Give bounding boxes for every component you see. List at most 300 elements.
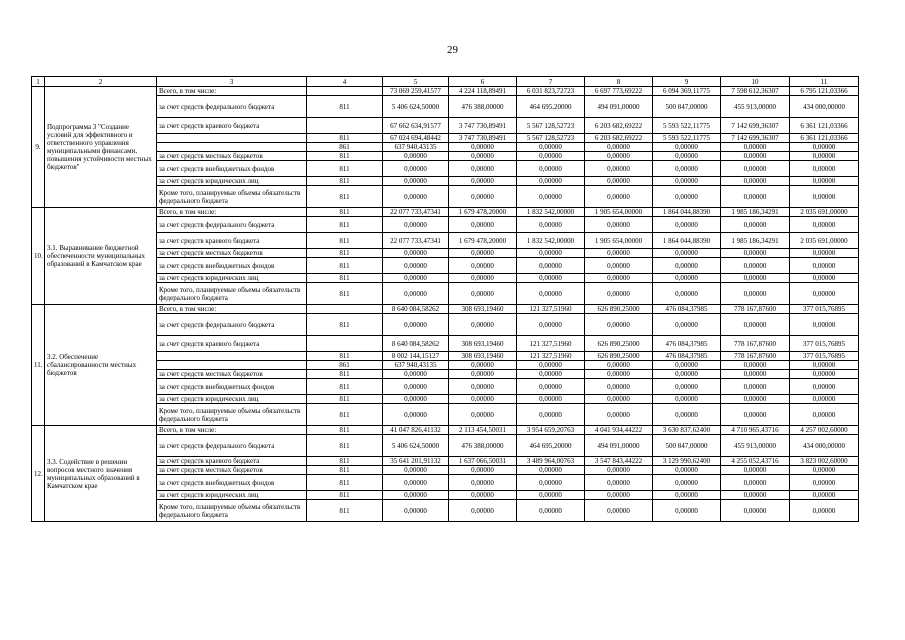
amount-cell: 6 697 773,69222 [585,87,653,96]
amount-cell: 0,00000 [721,249,790,258]
amount-cell: 6 361 121,03366 [790,134,859,143]
funding-source: Всего, в том числе: [157,305,307,314]
amount-cell: 7 598 612,36307 [721,87,790,96]
amount-cell: 0,00000 [517,152,585,161]
amount-cell: 0,00000 [721,186,790,208]
amount-cell: 2 035 691,00000 [790,208,859,217]
column-number: 11 [790,77,859,87]
table-row [32,404,859,426]
budget-code: 811 [307,258,383,274]
funding-source: Кроме того, планируемые объемы обязательств федерального бюджета [157,404,307,426]
amount-cell: 22 077 733,47341 [383,233,449,249]
amount-cell: 0,00000 [449,258,517,274]
budget-code: 811 [307,274,383,283]
budget-code: 811 [307,475,383,491]
budget-code: 861 [307,361,383,370]
amount-cell: 0,00000 [585,370,653,379]
amount-cell: 476 084,37985 [653,305,721,314]
table-row [32,314,859,336]
funding-source: за счет средств внебюджетных фондов [157,258,307,274]
amount-cell: 41 047 826,41132 [383,426,449,435]
amount-cell: 0,00000 [517,314,585,336]
amount-cell: 0,00000 [383,274,449,283]
budget-code: 811 [307,435,383,457]
amount-cell: 0,00000 [653,475,721,491]
amount-cell: 1 905 654,00000 [585,208,653,217]
amount-cell: 0,00000 [721,152,790,161]
amount-cell: 0,00000 [653,404,721,426]
column-number: 3 [157,77,307,87]
amount-cell: 0,00000 [790,475,859,491]
amount-cell: 0,00000 [585,161,653,177]
budget-code [307,336,383,352]
amount-cell: 0,00000 [517,466,585,475]
row-number: 9. [32,87,45,208]
funding-source: за счет средств местных бюджетов [157,370,307,379]
budget-code: 811 [307,457,383,466]
amount-cell: 0,00000 [585,283,653,305]
amount-cell: 4 224 118,89491 [449,87,517,96]
budget-code: 811 [307,96,383,118]
amount-cell: 6 361 121,03366 [790,118,859,134]
amount-cell: 0,00000 [790,283,859,305]
amount-cell: 637 940,43135 [383,361,449,370]
funding-source: за счет средств федерального бюджета [157,435,307,457]
amount-cell: 1 637 066,50031 [449,457,517,466]
budget-code: 811 [307,186,383,208]
amount-cell: 0,00000 [653,370,721,379]
amount-cell: 494 091,00000 [585,96,653,118]
amount-cell: 0,00000 [721,404,790,426]
amount-cell: 0,00000 [790,466,859,475]
funding-source [157,143,307,152]
amount-cell: 1 832 542,00000 [517,208,585,217]
amount-cell: 1 679 478,20000 [449,208,517,217]
amount-cell: 0,00000 [449,475,517,491]
amount-cell: 0,00000 [585,274,653,283]
amount-cell: 476 388,00000 [449,435,517,457]
amount-cell: 500 847,00000 [653,435,721,457]
amount-cell: 8 640 084,58262 [383,305,449,314]
amount-cell: 0,00000 [383,258,449,274]
amount-cell: 0,00000 [517,249,585,258]
table-row [32,395,859,404]
amount-cell: 121 327,51960 [517,336,585,352]
amount-cell: 5 406 624,50000 [383,435,449,457]
amount-cell: 0,00000 [517,143,585,152]
table-row [32,500,859,522]
amount-cell: 6 203 682,69222 [585,118,653,134]
amount-cell: 455 913,00000 [721,96,790,118]
program-name: Подпрограмма 3 "Создание условий для эффективного и ответственного управления муниципальными финансами, повышения устойчивости местных бюджетов" [45,87,157,208]
amount-cell: 1 679 478,20000 [449,233,517,249]
amount-cell: 0,00000 [790,370,859,379]
table-row [32,336,859,352]
amount-cell: 0,00000 [517,186,585,208]
table-row [32,435,859,457]
amount-cell: 1 864 044,88390 [653,208,721,217]
amount-cell: 0,00000 [585,404,653,426]
amount-cell: 1 832 542,00000 [517,233,585,249]
amount-cell: 626 890,25000 [585,352,653,361]
amount-cell: 121 327,51960 [517,352,585,361]
amount-cell: 0,00000 [653,258,721,274]
amount-cell: 1 864 044,88390 [653,233,721,249]
amount-cell: 3 489 964,00763 [517,457,585,466]
amount-cell: 0,00000 [383,161,449,177]
table-row [32,152,859,161]
amount-cell: 0,00000 [449,361,517,370]
amount-cell: 476 388,00000 [449,96,517,118]
amount-cell: 626 890,25000 [585,336,653,352]
amount-cell: 0,00000 [517,361,585,370]
column-number: 4 [307,77,383,87]
amount-cell: 637 940,43135 [383,143,449,152]
amount-cell: 0,00000 [585,152,653,161]
amount-cell: 0,00000 [790,404,859,426]
amount-cell: 67 662 634,91577 [383,118,449,134]
amount-cell: 6 795 121,03366 [790,87,859,96]
amount-cell: 0,00000 [721,283,790,305]
amount-cell: 67 024 694,48442 [383,134,449,143]
budget-code: 811 [307,314,383,336]
amount-cell: 0,00000 [653,361,721,370]
table-row [32,379,859,395]
amount-cell: 121 327,51960 [517,305,585,314]
budget-code: 811 [307,217,383,233]
table-row [32,475,859,491]
funding-source: Кроме того, планируемые объемы обязательств федерального бюджета [157,186,307,208]
amount-cell: 0,00000 [721,177,790,186]
amount-cell: 0,00000 [517,283,585,305]
table-row [32,352,859,361]
amount-cell: 0,00000 [721,379,790,395]
amount-cell: 0,00000 [653,249,721,258]
amount-cell: 35 641 201,91132 [383,457,449,466]
budget-code: 811 [307,395,383,404]
amount-cell: 0,00000 [653,491,721,500]
amount-cell: 6 203 682,69222 [585,134,653,143]
amount-cell: 0,00000 [517,379,585,395]
budget-code [307,118,383,134]
amount-cell: 0,00000 [790,249,859,258]
amount-cell: 3 954 659,20763 [517,426,585,435]
amount-cell: 0,00000 [653,395,721,404]
budget-code: 811 [307,491,383,500]
table-row [32,466,859,475]
amount-cell: 308 693,19460 [449,336,517,352]
amount-cell: 0,00000 [449,314,517,336]
amount-cell: 0,00000 [790,314,859,336]
column-number: 1 [32,77,45,87]
row-number: 11. [32,305,45,426]
budget-table [31,76,859,522]
amount-cell: 5 567 128,52723 [517,134,585,143]
amount-cell: 0,00000 [383,466,449,475]
amount-cell: 1 985 186,34291 [721,208,790,217]
amount-cell: 0,00000 [383,314,449,336]
amount-cell: 377 015,76895 [790,352,859,361]
amount-cell: 778 167,87600 [721,336,790,352]
amount-cell: 0,00000 [585,249,653,258]
table-row [32,217,859,233]
amount-cell: 0,00000 [790,177,859,186]
column-number: 5 [383,77,449,87]
amount-cell: 0,00000 [449,466,517,475]
amount-cell: 0,00000 [449,143,517,152]
amount-cell: 0,00000 [383,379,449,395]
amount-cell: 3 547 843,44222 [585,457,653,466]
amount-cell: 0,00000 [383,249,449,258]
amount-cell: 778 167,87600 [721,352,790,361]
amount-cell: 0,00000 [517,370,585,379]
table-row [32,233,859,249]
amount-cell: 5 593 522,11775 [653,134,721,143]
amount-cell: 0,00000 [653,466,721,475]
amount-cell: 0,00000 [517,274,585,283]
funding-source [157,134,307,143]
funding-source: за счет средств юридических лиц [157,491,307,500]
funding-source: за счет средств краевого бюджета [157,233,307,249]
amount-cell: 476 084,37985 [653,336,721,352]
funding-source: за счет средств краевого бюджета [157,336,307,352]
amount-cell: 0,00000 [449,161,517,177]
amount-cell: 434 000,00000 [790,96,859,118]
amount-cell: 0,00000 [449,186,517,208]
amount-cell: 434 000,00000 [790,435,859,457]
amount-cell: 0,00000 [383,186,449,208]
budget-code: 811 [307,404,383,426]
amount-cell: 0,00000 [383,404,449,426]
table-row [32,143,859,152]
table-row [32,208,859,217]
amount-cell: 4 255 052,43716 [721,457,790,466]
table-row [32,134,859,143]
amount-cell: 455 913,00000 [721,435,790,457]
amount-cell: 0,00000 [383,283,449,305]
table-row [32,305,859,314]
amount-cell: 0,00000 [585,258,653,274]
amount-cell: 0,00000 [790,274,859,283]
amount-cell: 0,00000 [721,361,790,370]
amount-cell: 0,00000 [517,404,585,426]
column-number: 7 [517,77,585,87]
funding-source: за счет средств внебюджетных фондов [157,475,307,491]
funding-source: за счет средств краевого бюджета [157,118,307,134]
funding-source: Кроме того, планируемые объемы обязательств федерального бюджета [157,500,307,522]
funding-source: за счет средств местных бюджетов [157,152,307,161]
row-number: 12. [32,426,45,522]
amount-cell: 0,00000 [449,274,517,283]
amount-cell: 7 142 699,36307 [721,134,790,143]
amount-cell: 0,00000 [449,217,517,233]
amount-cell: 0,00000 [383,500,449,522]
amount-cell: 6 094 369,11775 [653,87,721,96]
budget-code [307,87,383,96]
amount-cell: 0,00000 [721,491,790,500]
amount-cell: 0,00000 [585,217,653,233]
amount-cell: 4 041 934,44222 [585,426,653,435]
amount-cell: 0,00000 [721,258,790,274]
amount-cell: 0,00000 [790,186,859,208]
amount-cell: 0,00000 [790,143,859,152]
amount-cell: 3 747 730,89491 [449,118,517,134]
amount-cell: 0,00000 [383,152,449,161]
amount-cell: 1 905 654,00000 [585,233,653,249]
table-row [32,274,859,283]
amount-cell: 464 695,20000 [517,435,585,457]
amount-cell: 0,00000 [653,217,721,233]
budget-code: 811 [307,352,383,361]
table-row [32,96,859,118]
table-row [32,249,859,258]
amount-cell: 0,00000 [790,161,859,177]
amount-cell: 0,00000 [653,186,721,208]
budget-code: 811 [307,466,383,475]
amount-cell: 0,00000 [721,395,790,404]
amount-cell: 0,00000 [383,370,449,379]
amount-cell: 0,00000 [517,258,585,274]
amount-cell: 0,00000 [653,274,721,283]
amount-cell: 7 142 699,36307 [721,118,790,134]
amount-cell: 0,00000 [653,500,721,522]
amount-cell: 0,00000 [449,370,517,379]
amount-cell: 0,00000 [790,500,859,522]
amount-cell: 0,00000 [383,475,449,491]
funding-source: за счет средств федерального бюджета [157,217,307,233]
amount-cell: 0,00000 [585,395,653,404]
table-row [32,186,859,208]
amount-cell: 0,00000 [383,491,449,500]
amount-cell: 0,00000 [721,314,790,336]
budget-code: 811 [307,134,383,143]
amount-cell: 2 035 691,00000 [790,233,859,249]
amount-cell: 2 113 454,50031 [449,426,517,435]
column-number-row [32,77,859,87]
program-name: 3.1. Выравнивание бюджетной обеспеченности муниципальных образований в Камчатском крае [45,208,157,305]
amount-cell: 0,00000 [653,152,721,161]
amount-cell: 0,00000 [449,404,517,426]
amount-cell: 0,00000 [585,379,653,395]
amount-cell: 0,00000 [585,177,653,186]
funding-source: Всего, в том числе: [157,87,307,96]
amount-cell: 0,00000 [517,177,585,186]
amount-cell: 1 985 186,34291 [721,233,790,249]
amount-cell: 464 695,20000 [517,96,585,118]
budget-code: 811 [307,500,383,522]
amount-cell: 0,00000 [449,491,517,500]
amount-cell: 500 847,00000 [653,96,721,118]
funding-source: Всего, в том числе: [157,208,307,217]
amount-cell: 0,00000 [721,217,790,233]
funding-source: за счет средств краевого бюджета [157,457,307,466]
amount-cell: 3 823 002,60000 [790,457,859,466]
amount-cell: 0,00000 [517,217,585,233]
amount-cell: 0,00000 [383,395,449,404]
budget-code [307,305,383,314]
amount-cell: 377 015,76895 [790,305,859,314]
amount-cell: 0,00000 [449,283,517,305]
amount-cell: 0,00000 [653,161,721,177]
column-number: 10 [721,77,790,87]
amount-cell: 8 002 144,15127 [383,352,449,361]
amount-cell: 3 129 990,62400 [653,457,721,466]
column-number: 2 [45,77,157,87]
amount-cell: 22 077 733,47341 [383,208,449,217]
funding-source: за счет средств юридических лиц [157,177,307,186]
table-row [32,177,859,186]
table-row [32,118,859,134]
table-row [32,283,859,305]
amount-cell: 0,00000 [449,177,517,186]
amount-cell: 0,00000 [790,361,859,370]
amount-cell: 5 593 522,11775 [653,118,721,134]
funding-source: за счет средств местных бюджетов [157,466,307,475]
amount-cell: 0,00000 [449,379,517,395]
amount-cell: 308 693,19460 [449,305,517,314]
amount-cell: 0,00000 [721,466,790,475]
amount-cell: 0,00000 [585,186,653,208]
column-number: 8 [585,77,653,87]
amount-cell: 3 630 837,62400 [653,426,721,435]
amount-cell: 0,00000 [721,143,790,152]
amount-cell: 0,00000 [721,475,790,491]
funding-source: за счет средств внебюджетных фондов [157,379,307,395]
amount-cell: 0,00000 [790,217,859,233]
funding-source: за счет средств федерального бюджета [157,314,307,336]
budget-code: 811 [307,249,383,258]
amount-cell: 0,00000 [517,161,585,177]
amount-cell: 0,00000 [721,161,790,177]
amount-cell: 73 069 259,41577 [383,87,449,96]
amount-cell: 0,00000 [585,314,653,336]
budget-code: 811 [307,152,383,161]
budget-code: 811 [307,208,383,217]
amount-cell: 0,00000 [383,217,449,233]
amount-cell: 778 167,87600 [721,305,790,314]
amount-cell: 8 640 084,58262 [383,336,449,352]
amount-cell: 0,00000 [517,491,585,500]
amount-cell: 0,00000 [585,466,653,475]
amount-cell: 0,00000 [653,314,721,336]
budget-code: 811 [307,379,383,395]
funding-source: Всего, в том числе: [157,426,307,435]
amount-cell: 0,00000 [653,143,721,152]
table-row [32,161,859,177]
amount-cell: 0,00000 [585,143,653,152]
budget-code: 811 [307,161,383,177]
page-number: 29 [447,44,458,56]
table-row [32,457,859,466]
amount-cell: 0,00000 [585,475,653,491]
amount-cell: 0,00000 [653,283,721,305]
funding-source: за счет средств федерального бюджета [157,96,307,118]
amount-cell: 4 257 002,60000 [790,426,859,435]
budget-code: 811 [307,233,383,249]
program-name: 3.3. Содействие в решении вопросов местного значения муниципальных образований в Камчатском крае [45,426,157,522]
table-row [32,361,859,370]
amount-cell: 0,00000 [790,395,859,404]
amount-cell: 0,00000 [585,361,653,370]
budget-code: 811 [307,283,383,305]
amount-cell: 0,00000 [721,274,790,283]
amount-cell: 494 091,00000 [585,435,653,457]
amount-cell: 5 567 128,52723 [517,118,585,134]
funding-source [157,352,307,361]
budget-code: 811 [307,426,383,435]
table-row [32,370,859,379]
amount-cell: 308 693,19460 [449,352,517,361]
